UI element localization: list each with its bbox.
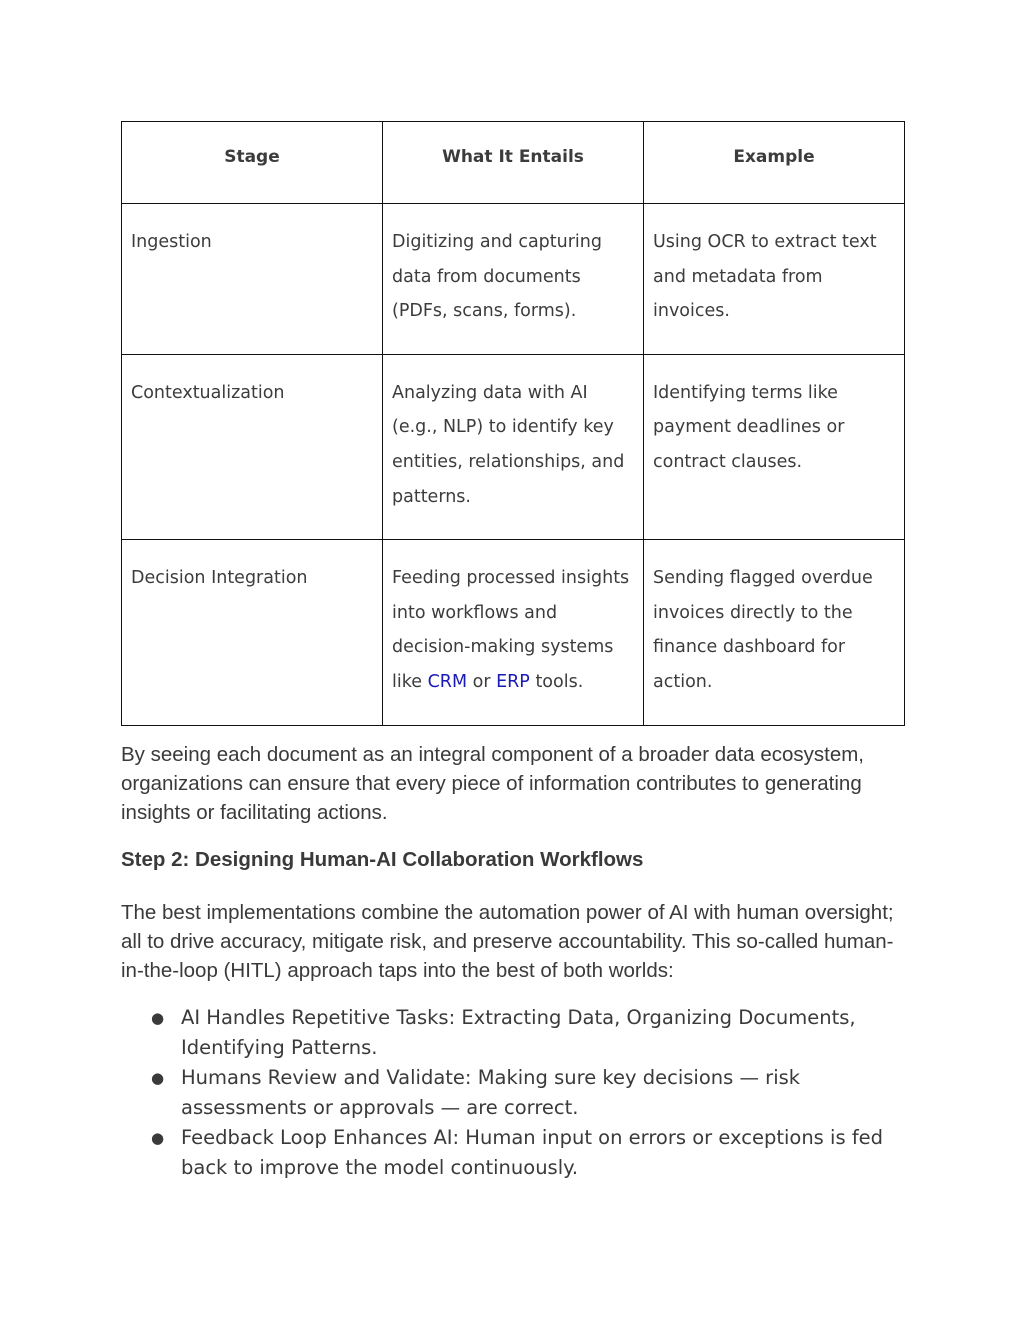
example-cell: Identifying terms like payment deadlines or contract clauses.: [644, 354, 905, 539]
paragraph-ecosystem: By seeing each document as an integral component of a broader data ecosystem, organizations can ensure that every piece of information contributes to generating insights or facilitating actions.: [121, 743, 865, 824]
bullet-list: [121, 1003, 911, 1183]
list-item: ● Humans Review and Validate: Making sure key decisions — risk assessments or approvals — are correct.: [121, 1063, 911, 1123]
table-row: [122, 354, 905, 539]
table-header-row: [122, 122, 905, 204]
entails-text-prefix: Feeding processed insights into workflows and decision-making systems like: [392, 568, 630, 692]
table-row: [122, 540, 905, 725]
table-row: [122, 204, 905, 355]
stage-cell: Ingestion: [122, 204, 383, 355]
stage-cell: Contextualization: [122, 354, 383, 539]
example-cell: Sending flagged overdue invoices directly to the finance dashboard for action.: [644, 540, 905, 725]
stage-cell: Decision Integration: [122, 540, 383, 725]
list-item: ● AI Handles Repetitive Tasks: Extracting Data, Organizing Documents, Identifying Patterns.: [121, 1003, 911, 1063]
paragraph-hitl: The best implementations combine the automation power of AI with human oversight; all to drive accuracy, mitigate risk, and preserve accountability. This so-called human-in-the-loop (HITL) approach taps into the best of both worlds:: [121, 901, 894, 982]
list-item: ● Feedback Loop Enhances AI: Human input on errors or exceptions is fed back to improve the model continuously.: [121, 1123, 911, 1183]
section-heading: Step 2: Designing Human-AI Collaboration Workflows: [121, 848, 644, 871]
entails-cell: Digitizing and capturing data from documents (PDFs, scans, forms).: [383, 204, 644, 355]
erp-link[interactable]: ERP: [496, 671, 530, 692]
entails-cell: Analyzing data with AI (e.g., NLP) to identify key entities, relationships, and patterns.: [383, 354, 644, 539]
crm-link[interactable]: CRM: [427, 671, 468, 692]
header-stage: Stage: [122, 122, 383, 204]
entails-cell: [383, 540, 644, 725]
example-cell: Using OCR to extract text and metadata from invoices.: [644, 204, 905, 355]
entails-text-suffix: tools.: [529, 671, 584, 692]
header-what-it-entails: What It Entails: [383, 122, 644, 204]
header-example: Example: [644, 122, 905, 204]
stages-table: [121, 121, 905, 726]
entails-text-mid: or: [467, 671, 497, 692]
